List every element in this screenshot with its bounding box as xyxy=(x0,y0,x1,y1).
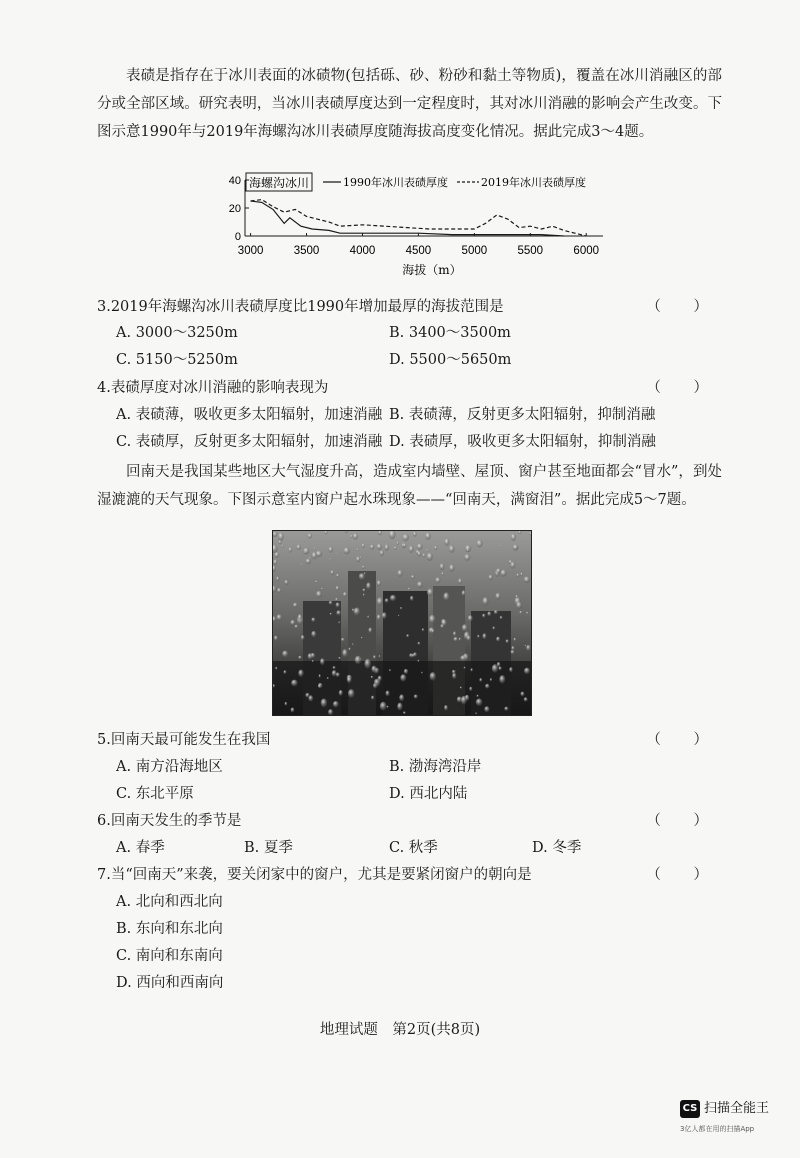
water-droplet xyxy=(293,603,298,608)
water-droplet xyxy=(469,687,472,691)
water-droplet xyxy=(380,550,384,556)
water-droplet xyxy=(288,547,292,553)
water-droplet xyxy=(275,667,277,670)
water-droplet xyxy=(368,628,372,634)
water-droplet xyxy=(490,678,492,681)
water-droplet xyxy=(434,546,437,550)
water-droplet xyxy=(404,669,408,674)
water-droplet xyxy=(400,607,402,609)
x-tick-label: 4500 xyxy=(405,245,432,257)
water-droplet xyxy=(373,655,376,659)
water-droplet xyxy=(402,534,409,542)
water-droplet xyxy=(509,667,513,672)
water-droplet xyxy=(484,706,489,712)
chart-series xyxy=(251,200,587,236)
water-droplet xyxy=(444,705,448,711)
water-droplet xyxy=(316,591,322,598)
water-droplet xyxy=(476,540,482,548)
water-droplet xyxy=(360,557,362,559)
water-droplet xyxy=(291,708,295,713)
water-droplet xyxy=(511,650,515,654)
water-droplet xyxy=(386,691,390,697)
water-droplet xyxy=(309,557,311,559)
water-droplet xyxy=(414,695,418,699)
water-droplet xyxy=(423,553,426,557)
water-droplet xyxy=(519,611,522,614)
question-5 xyxy=(97,727,722,753)
water-droplet xyxy=(444,538,449,546)
water-droplet xyxy=(298,656,301,660)
water-droplet xyxy=(516,602,522,609)
question-3-stem: 3.2019年海螺沟冰川表碛厚度比1990年增加最厚的海拔范围是 xyxy=(97,299,504,315)
water-droplet xyxy=(282,651,288,658)
water-droplet xyxy=(336,574,339,578)
water-droplet xyxy=(333,701,339,707)
water-droplet xyxy=(440,563,445,570)
water-droplet xyxy=(390,595,396,601)
water-droplet xyxy=(352,643,354,645)
water-droplet xyxy=(399,694,404,701)
question-6-option-a: A. 春季 xyxy=(116,840,165,856)
question-4-answer-blank: （ ） xyxy=(646,380,722,396)
water-droplet xyxy=(291,680,298,687)
water-droplet xyxy=(348,648,350,651)
water-droplet xyxy=(498,667,501,671)
water-droplet xyxy=(276,614,282,621)
water-droplet xyxy=(336,602,340,607)
water-droplet xyxy=(366,582,371,589)
water-droplet xyxy=(307,533,312,538)
x-tick-label: 5500 xyxy=(517,245,544,257)
glacier-debris-chart xyxy=(225,168,610,283)
scanner-app-tagline: 3亿人都在用的扫描App xyxy=(680,1125,755,1133)
water-droplet xyxy=(411,575,415,579)
water-droplet xyxy=(477,635,479,638)
question-6-stem: 6.回南天发生的季节是 xyxy=(97,813,242,829)
water-droplet xyxy=(339,690,343,696)
condensation-window-photo xyxy=(272,530,532,716)
water-droplet xyxy=(409,546,414,553)
question-3-option-a: A. 3000～3250m xyxy=(116,325,238,341)
water-droplet xyxy=(295,625,299,629)
water-droplet xyxy=(441,572,444,576)
water-droplet xyxy=(453,637,458,642)
water-droplet xyxy=(273,559,277,565)
water-droplet xyxy=(285,702,288,706)
water-droplet xyxy=(394,546,397,550)
question-4-stem: 4.表碛厚度对冰川消融的影响表现为 xyxy=(97,380,329,396)
water-droplet xyxy=(514,638,517,642)
question-6 xyxy=(97,808,722,834)
water-droplet xyxy=(374,679,380,687)
water-droplet xyxy=(311,618,315,623)
water-droplet xyxy=(510,562,515,569)
question-7-option-b: B. 东向和东北向 xyxy=(116,921,223,937)
water-droplet xyxy=(417,581,423,588)
water-droplet xyxy=(290,620,295,626)
water-droplet xyxy=(464,554,470,561)
water-droplet xyxy=(427,589,434,597)
water-droplet xyxy=(483,633,487,639)
water-droplet xyxy=(336,553,338,555)
scanner-app-name: 扫描全能王 xyxy=(704,1101,770,1116)
water-droplet xyxy=(296,544,301,550)
question-7-option-a: A. 北向和西北向 xyxy=(116,894,223,910)
water-droplet xyxy=(357,549,359,552)
water-droplet xyxy=(377,597,383,606)
y-tick-label: 0 xyxy=(234,231,241,243)
question-5-answer-blank: （ ） xyxy=(646,732,722,748)
water-droplet xyxy=(363,593,365,596)
water-droplet xyxy=(403,543,406,547)
series-line-1990 xyxy=(251,201,564,236)
water-droplet xyxy=(513,544,518,551)
question-4-option-c: C. 表碛厚，反射更多太阳辐射，加速消融 xyxy=(116,434,383,450)
water-droplet xyxy=(506,639,509,643)
water-droplet xyxy=(418,660,420,662)
question-7-stem: 7.当“回南天”来袭，要关闭家中的窗户，尤其是要紧闭窗户的朝向是 xyxy=(97,867,532,883)
water-droplet xyxy=(467,635,471,641)
question-7 xyxy=(97,862,722,888)
water-droplet xyxy=(355,656,362,664)
water-droplet xyxy=(499,675,505,683)
water-droplet xyxy=(284,670,287,674)
water-droplet xyxy=(398,615,400,617)
water-droplet xyxy=(277,588,281,593)
water-droplet xyxy=(471,668,473,671)
question-3-option-d: D. 5500～5650m xyxy=(389,352,512,368)
water-droplet xyxy=(352,609,354,612)
question-3-option-c: C. 5150～5250m xyxy=(116,352,238,368)
question-5-option-c: C. 东北平原 xyxy=(116,786,194,802)
water-droplet xyxy=(516,573,519,577)
water-droplet xyxy=(512,646,515,650)
water-droplet xyxy=(336,586,340,591)
water-droplet xyxy=(417,543,423,550)
water-droplet xyxy=(387,706,389,708)
question-5-option-a: A. 南方沿海地区 xyxy=(116,759,223,775)
water-droplet xyxy=(397,570,402,577)
water-droplet xyxy=(426,549,428,551)
water-droplet xyxy=(462,624,468,631)
water-droplet xyxy=(377,580,382,586)
water-droplet xyxy=(356,556,360,562)
water-droplet xyxy=(278,532,284,541)
question-6-option-c: C. 秋季 xyxy=(389,840,438,856)
water-droplet xyxy=(298,614,302,620)
question-5-stem: 5.回南天最可能发生在我国 xyxy=(97,732,271,748)
water-droplet xyxy=(385,598,389,602)
water-droplet xyxy=(410,596,414,601)
water-droplet xyxy=(316,551,323,558)
water-droplet xyxy=(427,552,433,561)
water-droplet xyxy=(406,634,409,637)
water-droplet xyxy=(329,558,331,560)
y-tick-label: 40 xyxy=(228,175,241,187)
water-droplet xyxy=(496,568,501,573)
water-droplet xyxy=(371,696,374,700)
water-droplet xyxy=(443,592,449,601)
water-droplet xyxy=(380,702,387,711)
water-droplet xyxy=(343,592,347,597)
water-droplet xyxy=(276,576,279,581)
water-droplet xyxy=(341,638,345,642)
chart-title: 海螺沟冰川 xyxy=(248,176,310,190)
water-droplet xyxy=(511,533,516,541)
water-droplet xyxy=(314,547,316,550)
legend-label-2019: 2019年冰川表碛厚度 xyxy=(481,176,586,189)
water-droplet xyxy=(321,588,323,590)
water-droplet xyxy=(303,548,309,555)
water-droplet xyxy=(458,578,462,584)
question-6-answer-blank: （ ） xyxy=(646,813,722,829)
water-droplet xyxy=(338,621,340,623)
water-droplet xyxy=(350,535,353,538)
water-droplet xyxy=(318,685,321,688)
water-droplet xyxy=(379,655,381,657)
water-droplet xyxy=(333,666,336,669)
water-droplet xyxy=(353,533,358,540)
water-droplet xyxy=(330,613,332,615)
question-7-option-c: C. 南向和东南向 xyxy=(116,948,223,964)
water-droplet xyxy=(412,654,415,658)
water-droplet xyxy=(329,547,333,553)
water-droplet xyxy=(441,620,447,627)
water-droplet xyxy=(332,670,337,676)
water-droplet xyxy=(348,689,355,698)
water-droplet xyxy=(418,642,421,645)
water-droplet xyxy=(475,712,477,714)
water-droplet xyxy=(329,601,333,605)
water-droplet xyxy=(421,672,423,674)
x-tick-label: 4000 xyxy=(349,245,376,257)
water-droplet xyxy=(281,545,283,548)
water-droplet xyxy=(494,610,498,614)
water-droplet xyxy=(335,598,338,601)
intro-glacier: 表碛是指存在于冰川表面的冰碛物(包括砾、砂、粉砂和黏土等物质)，覆盖在冰川消融区的部分或全部区域。研究表明，当冰川表碛厚度达到一定程度时，其对冰川消融的影响会产生改变。下图示意1990年与2019年海螺沟冰川表碛厚度随海拔高度变化情况。据此完成3～4题。 xyxy=(97,68,722,140)
water-droplet xyxy=(315,580,317,583)
water-droplet xyxy=(319,674,321,677)
scanner-watermark xyxy=(680,1098,780,1138)
water-droplet xyxy=(382,612,387,619)
water-droplet xyxy=(343,547,350,554)
water-droplet xyxy=(359,573,365,580)
water-droplet xyxy=(413,531,417,536)
water-droplet xyxy=(362,566,365,569)
water-droplet xyxy=(464,667,466,669)
question-6-option-b: B. 夏季 xyxy=(244,840,293,856)
water-droplet xyxy=(336,610,341,615)
water-droplet xyxy=(372,666,377,673)
water-droplet xyxy=(496,637,500,642)
question-4-option-b: B. 表碛薄，反射更多太阳辐射，抑制消融 xyxy=(389,407,656,423)
chart-axes xyxy=(229,175,603,277)
series-line-2019 xyxy=(251,200,587,236)
water-droplet xyxy=(482,614,485,618)
question-5-option-d: D. 西北内陆 xyxy=(389,786,468,802)
window-droplets-image xyxy=(273,531,531,715)
water-droplet xyxy=(425,532,431,540)
x-axis-label: 海拔（m） xyxy=(402,263,462,277)
water-droplet xyxy=(495,593,500,600)
water-droplet xyxy=(493,627,496,630)
water-droplet xyxy=(497,662,501,667)
water-droplet xyxy=(408,588,411,591)
water-droplet xyxy=(452,670,456,674)
question-5-option-b: B. 渤海湾沿岸 xyxy=(389,759,482,775)
water-droplet xyxy=(526,645,530,651)
question-7-answer-blank: （ ） xyxy=(646,867,722,883)
water-droplet xyxy=(500,570,507,577)
water-droplet xyxy=(453,631,456,636)
water-droplet xyxy=(400,674,406,681)
water-droplet xyxy=(460,687,462,689)
water-droplet xyxy=(376,544,382,550)
question-4 xyxy=(97,375,722,401)
water-droplet xyxy=(429,615,436,624)
scanner-logo-icon: CS xyxy=(680,1100,700,1118)
water-droplet xyxy=(525,645,527,647)
water-droplet xyxy=(377,614,381,620)
water-droplet xyxy=(308,653,313,659)
water-droplet xyxy=(327,677,329,679)
water-droplet xyxy=(298,670,303,677)
water-droplet xyxy=(499,545,501,547)
question-4-option-a: A. 表碛薄，吸收更多太阳辐射，加速消融 xyxy=(116,407,383,423)
water-droplet xyxy=(362,543,365,548)
x-tick-label: 3000 xyxy=(237,245,264,257)
page-footer: 地理试题 第2页(共8页) xyxy=(319,1022,481,1038)
chart-legend xyxy=(246,173,586,191)
water-droplet xyxy=(504,707,508,711)
water-droplet xyxy=(526,612,528,615)
water-droplet xyxy=(312,660,314,662)
water-droplet xyxy=(385,544,390,551)
water-droplet xyxy=(342,649,348,657)
water-droplet xyxy=(468,615,473,622)
water-droplet xyxy=(330,570,334,575)
water-droplet xyxy=(462,590,466,596)
x-tick-label: 5000 xyxy=(461,245,488,257)
y-tick-label: 20 xyxy=(228,203,241,215)
water-droplet xyxy=(371,676,373,679)
water-droplet xyxy=(311,631,316,637)
x-tick-label: 6000 xyxy=(573,245,600,257)
water-droplet xyxy=(435,577,440,583)
water-droplet xyxy=(397,703,402,711)
water-droplet xyxy=(363,589,366,592)
question-4-option-d: D. 表碛厚，吸收更多太阳辐射，抑制消融 xyxy=(389,434,656,450)
water-droplet xyxy=(305,558,311,564)
water-droplet xyxy=(321,699,327,708)
water-droplet xyxy=(370,544,375,549)
water-droplet xyxy=(305,693,309,698)
water-droplet xyxy=(485,684,489,689)
question-3-answer-blank: （ ） xyxy=(646,299,722,315)
water-droplet xyxy=(430,672,436,681)
question-3 xyxy=(97,294,722,320)
water-droplet xyxy=(524,576,531,583)
water-droplet xyxy=(461,696,467,705)
water-droplet xyxy=(449,564,455,572)
water-droplet xyxy=(520,572,523,576)
water-droplet xyxy=(479,678,482,682)
x-tick-label: 3500 xyxy=(293,245,320,257)
question-6-option-d: D. 冬季 xyxy=(532,840,582,856)
water-droplet xyxy=(284,580,288,585)
water-droplet xyxy=(477,695,479,698)
water-droplet xyxy=(500,616,503,619)
water-droplet xyxy=(489,575,493,581)
water-droplet xyxy=(274,636,278,641)
water-droplet xyxy=(466,549,469,552)
water-droplet xyxy=(347,677,352,683)
water-droplet xyxy=(361,637,363,639)
water-droplet xyxy=(460,655,466,661)
water-droplet xyxy=(354,608,361,616)
water-droplet xyxy=(364,659,371,669)
water-droplet xyxy=(487,612,491,617)
question-3-option-b: B. 3400～3500m xyxy=(389,325,511,341)
water-droplet xyxy=(449,545,455,553)
question-7-option-d: D. 西向和西南向 xyxy=(116,975,224,991)
water-droplet xyxy=(320,658,325,665)
legend-label-1990: 1990年冰川表碛厚度 xyxy=(343,176,448,189)
water-droplet xyxy=(367,616,369,619)
water-droplet xyxy=(301,635,305,640)
water-droplet xyxy=(417,551,421,556)
water-droplet xyxy=(476,699,483,706)
water-droplet xyxy=(431,629,434,633)
water-droplet xyxy=(338,657,340,659)
water-droplet xyxy=(389,669,391,671)
water-droplet xyxy=(396,542,399,545)
water-droplet xyxy=(300,564,302,566)
water-droplet xyxy=(524,668,530,675)
water-droplet xyxy=(459,638,461,641)
intro-huinantian: 回南天是我国某些地区大气湿度升高，造成室内墙壁、屋顶、窗户甚至地面都会“冒水”，到处湿漉漉的天气现象。下图示意室内窗户起水珠现象——“回南天，满窗泪”。据此完成5～7题。 xyxy=(97,464,722,508)
water-droplet xyxy=(422,628,424,631)
water-droplet xyxy=(403,711,406,714)
water-droplet xyxy=(482,597,488,606)
water-droplet xyxy=(521,692,525,697)
water-droplet xyxy=(515,595,518,598)
water-droplet xyxy=(524,697,528,701)
